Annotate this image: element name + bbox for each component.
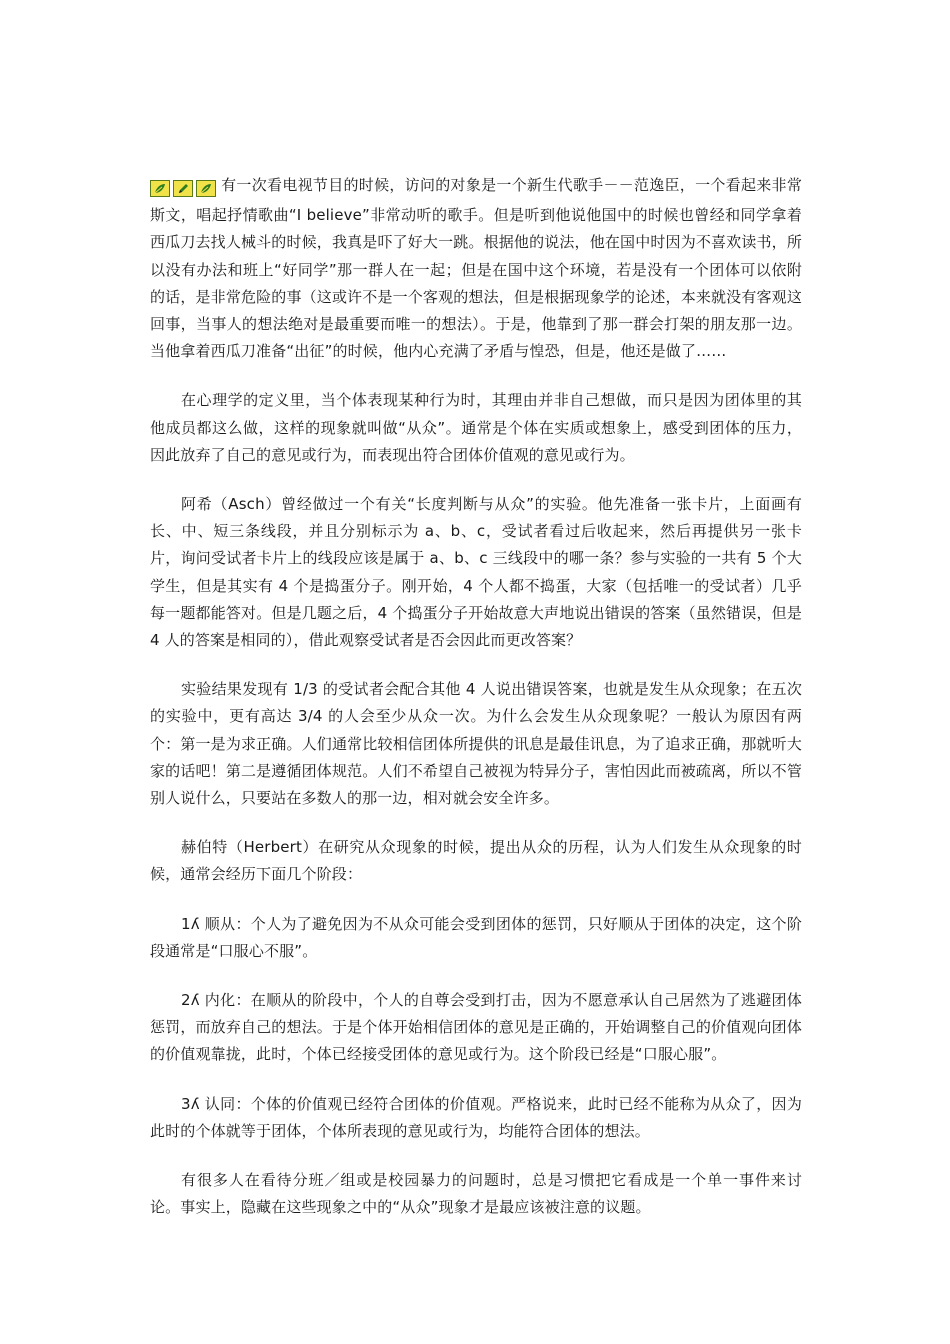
paragraph-herbert: 赫伯特（Herbert）在研究从众现象的时候，提出从众的历程，认为人们发生从众现象的时候，通常会经历下面几个阶段： — [150, 838, 802, 884]
paragraph-conclusion: 有很多人在看待分班／组或是校园暴力的问题时，总是习惯把它看成是一个单一事件来讨论。事实上，隐藏在这些现象之中的“从众”现象才是最应该被注意的议题。 — [150, 1171, 802, 1217]
document-page — [150, 172, 802, 1244]
paragraph-asch-experiment: 阿希（Asch）曾经做过一个有关“长度判断与从众”的实验。他先准备一张卡片，上面画有长、中、短三条线段，并且分别标示为 a、b、c，受试者看过后收起来，然后再提供另一张卡片，询问受试者卡片上的线段应该是属于 a、b、c 三线段中的哪一条？参与实验的一共有 5 个大学生，但是其实有 4 个是捣蛋分子。刚开始，4 个人都不捣蛋，大家（包括唯一的受试者）几乎每一题都能答对。但是几题之后，4 个捣蛋分子开始故意大声地说出错误的答案（虽然错误，但是 4 人的答案是相同的），借此观察受试者是否会因此而更改答案？ — [150, 495, 802, 650]
pen-icon — [173, 180, 193, 197]
leaf-icon — [196, 180, 216, 197]
paragraph-stage-1: 1ʎ 顺从：个人为了避免因为不从众可能会受到团体的惩罚，只好顺从于团体的决定，这个阶段通常是“口服心不服”。 — [150, 914, 802, 960]
paragraph-intro — [150, 172, 802, 365]
leaf-icon — [150, 180, 170, 197]
decorative-icons — [150, 175, 219, 202]
paragraph-definition: 在心理学的定义里，当个体表现某种行为时，其理由并非自己想做，而只是因为团体里的其他成员都这么做，这样的现象就叫做“从众”。通常是个体在实质或想象上，感受到团体的压力，因此放弃了自己的意见或行为，而表现出符合团体价值观的意见或行为。 — [150, 391, 802, 464]
paragraph-stage-3: 3ʎ 认同：个体的价值观已经符合团体的价值观。严格说来，此时已经不能称为从众了，因为此时的个体就等于团体，个体所表现的意见或行为，均能符合团体的想法。 — [150, 1094, 802, 1140]
paragraph-text: 有一次看电视节目的时候，访问的对象是一个新生代歌手－－范逸臣，一个看起来非常斯文，唱起抒情歌曲“I believe”非常动听的歌手。但是听到他说他国中的时候也曾经和同学拿着西瓜刀去找人械斗的时候，我真是吓了好大一跳。根据他的说法，他在国中时因为不喜欢读书，所以没有办法和班上“好同学”那一群人在一起；但是在国中这个环境，若是没有一个团体可以依附的话，是非常危险的事（这或许不是一个客观的想法，但是根据现象学的论述，本来就没有客观这回事，当事人的想法绝对是最重要而唯一的想法）。于是，他靠到了那一群会打架的朋友那一边。当他拿着西瓜刀准备“出征”的时候，他内心充满了矛盾与惶恐，但是，他还是做了…… — [150, 176, 802, 361]
paragraph-results: 实验结果发现有 1/3 的受试者会配合其他 4 人说出错误答案，也就是发生从众现象；在五次的实验中，更有高达 3/4 的人会至少从众一次。为什么会发生从众现象呢？一般认为原因有两个：第一是为求正确。人们通常比较相信团体所提供的讯息是最佳讯息，为了追求正确，那就听大家的话吧！第二是遵循团体规范。人们不希望自己被视为特异分子，害怕因此而被疏离，所以不管别人说什么，只要站在多数人的那一边，相对就会安全许多。 — [150, 680, 802, 808]
paragraph-stage-2: 2ʎ 内化：在顺从的阶段中，个人的自尊会受到打击，因为不愿意承认自己居然为了逃避团体惩罚，而放弃自己的想法。于是个体开始相信团体的意见是正确的，开始调整自己的价值观向团体的价值观靠拢，此时，个体已经接受团体的意见或行为。这个阶段已经是“口服心服”。 — [150, 991, 802, 1064]
